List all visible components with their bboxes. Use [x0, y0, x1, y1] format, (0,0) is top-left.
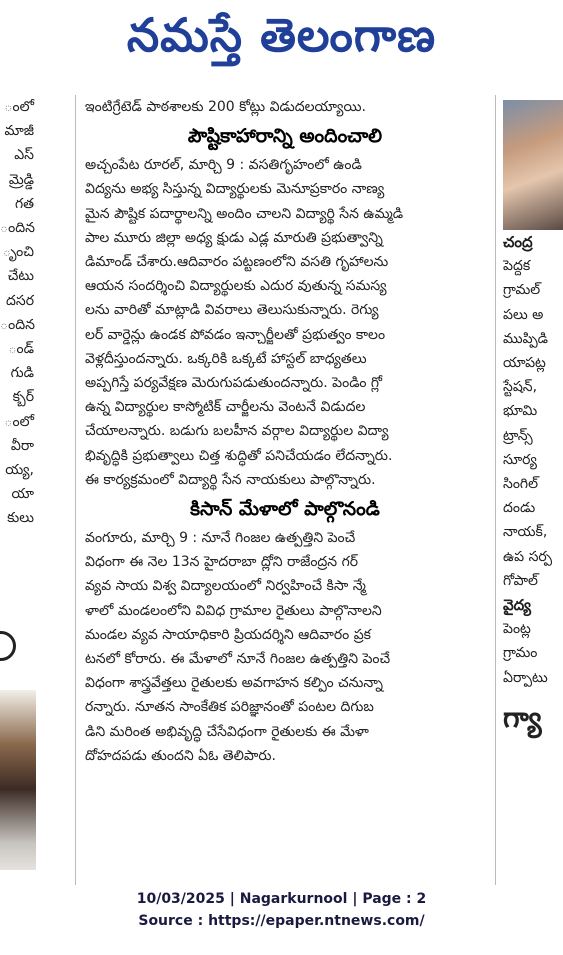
- right-fragment-line: ముప్పిడి: [503, 330, 549, 347]
- left-fragment-line: గుడి: [10, 365, 34, 382]
- left-fragment-line: దసర: [5, 292, 34, 309]
- right-fragment-line: స్టేషన్,: [503, 379, 538, 396]
- right-fragment-line: ఉప సర్ప: [503, 548, 553, 565]
- left-fragment-line: ందిన: [0, 316, 35, 333]
- article2-line: విధంగా ఈ నెల 13న హైదరాబా ద్లోని రాజేంద్రన గర్: [85, 554, 359, 571]
- article1-line: చేయాలన్నారు. బడుగు బలహీన వర్గాల విద్యార్థుల విద్యా: [85, 423, 389, 440]
- right-fragment-line: నాయక్,: [503, 524, 548, 541]
- top-line: ఇంటిగ్రేటెడ్ పాఠశాలకు 200 కోట్లు విడుదలయ్యాయి.: [85, 99, 366, 115]
- right-fragment-line: పెద్దక: [503, 258, 531, 275]
- right-fragment-line: పెంట్ల: [503, 621, 531, 638]
- right-fragment-line: గ్రామం: [503, 645, 538, 662]
- left-fragment-line: కులు: [7, 510, 34, 527]
- right-fragment-line: గోపాల్: [503, 572, 538, 589]
- left-fragment-line: ండ్: [8, 341, 34, 358]
- right-fragment-line: గ్రామల్: [503, 282, 541, 299]
- left-photo: [0, 690, 36, 870]
- left-column-fragment: [0, 95, 36, 885]
- article1-line: డిమాండ్ చేశారు.ఆదివారం పట్టణంలోని వసతి గృహాలను: [85, 254, 389, 271]
- left-fragment-line: ంలో: [4, 413, 34, 430]
- article1-line: అప్పగిస్తే పర్యవేక్షణ మెరుగుపడుతుందన్నారు. పెండిం గ్లో: [85, 375, 383, 392]
- article1-line: లర్ వార్డెన్లు ఉండక పోవడం ఇన్చార్జీలతో ప్రభుత్వం కాలం: [85, 326, 386, 343]
- article2-line: విధంగా శాస్త్రవేత్తలు రైతులకు అవగాహన కల్పిం చనున్నా: [85, 675, 384, 692]
- article1-headline: పౌష్టికాహారాన్ని అందించాలి: [187, 125, 383, 148]
- left-fragment-line: ఎస్: [14, 147, 34, 164]
- right-fragment-line: పలు అ: [503, 306, 544, 323]
- article2-line: డిని మరింత అభివృద్ధి చేసేవిధంగా రైతులకు ఈ మేళా: [85, 723, 369, 740]
- footer-source-line: Source : https://epaper.ntnews.com/: [138, 913, 425, 929]
- right-column-fragment: [503, 100, 563, 885]
- right-big-heading: గ్యా: [503, 700, 542, 734]
- article2-line: రన్నారు. నూతన సాంకేతిక పరిజ్ఞానంతో పంటల దిగుబ: [85, 699, 374, 716]
- right-fragment-line: యాపట్ల: [503, 355, 546, 372]
- left-fragment-line: ంలో: [4, 99, 34, 115]
- footer: [0, 888, 563, 932]
- right-fragment-line: దండు: [503, 500, 536, 517]
- left-fragment-line: మ్రెడ్డి: [8, 171, 34, 188]
- article1-line: ఆయన సందర్శించి విద్యార్థులకు ఎదుర వుతున్న సమస్య: [85, 278, 387, 295]
- left-fragment-line: ృంచి: [2, 244, 34, 261]
- main-column: [85, 95, 485, 768]
- article2-body: [85, 526, 485, 768]
- left-fragment-line: య్య,: [5, 462, 34, 479]
- article2-line: వ్యవ సాయ విశ్వ విద్యాలయంలో నిర్వహించే కిసా న్మే: [85, 578, 366, 595]
- left-fragment-line: చేటు: [7, 268, 34, 285]
- article2-line: టనలో కోరారు. ఈ మేళాలో నూనే గింజల ఉత్పత్తిని పెంచే: [85, 651, 391, 668]
- article1-line: వెళ్లదీస్తుందన్నారు. ఒక్కరికి ఒక్కటే హాస్టల్ బాధ్యతలు: [85, 350, 367, 367]
- right-fragment-line: సూర్య: [503, 451, 537, 468]
- right-fragment-line: ట్రాన్స్: [503, 427, 533, 444]
- right-subhead: వైద్య: [503, 596, 532, 615]
- right-fragment-line: భూమి: [503, 403, 538, 420]
- article1-line: విద్యను అభ్య సిస్తున్న విద్యార్థులకు మెనూప్రకారం నాణ్య: [85, 181, 385, 198]
- masthead: [0, 0, 563, 82]
- article1-line: మైన పౌష్టిక పదార్థాలన్ని అందిం చాలని విద్యార్థి సేన ఉమ్మడి: [85, 205, 404, 222]
- masthead-title: నమస్తే తెలంగాణ: [126, 8, 437, 62]
- right-caption: చంద్ర: [503, 233, 533, 251]
- column-divider-left: [75, 95, 76, 885]
- article1-line: భివృద్ధికి ప్రభుత్వాలు చిత్త శుద్ధితో పనిచేయడం లేదన్నారు.: [85, 447, 393, 464]
- article1-line: అచ్చంపేట రూరల్, మార్చి 9 : వసతిగృహంలో ఉండి: [85, 157, 362, 174]
- left-fragment-line: మాజీ: [4, 123, 34, 140]
- column-divider-right: [495, 95, 496, 885]
- right-fragment-line: సింగిల్: [503, 476, 539, 493]
- article2-line: మండల వ్యవ సాయాధికారి ప్రియదర్శిని ఆదివారం ప్రక: [85, 626, 371, 643]
- left-fragment-line: యా: [11, 486, 34, 503]
- article2-line: దోహదపడు తుందని ఏఓ తెలిపారు.: [85, 747, 276, 764]
- article2-headline: కిసాన్ మేళాలో పాల్గొనండి: [190, 498, 380, 521]
- article2-line: ళాలో మండలంలోని వివిధ గ్రామాల రైతులు పాల్గొనాలని: [85, 602, 382, 619]
- circle-mark: [0, 631, 16, 661]
- article1-line: పాల మూరు జిల్లా అధ్య క్షుడు ఎడ్ల మారుతి ప్రభుత్వాన్ని: [85, 229, 383, 246]
- footer-date-line: 10/03/2025 | Nagarkurnool | Page : 2: [136, 891, 427, 907]
- left-fragment-line: ందిన: [0, 220, 35, 237]
- article1-line: లను వారితో మాట్లాడి వివరాలు తెలుసుకున్నారు. రెగ్యు: [85, 302, 379, 319]
- left-fragment-line: క్బర్: [12, 389, 34, 406]
- left-fragment-line: వీరా: [10, 437, 34, 454]
- right-fragment-line: ఏర్పాటు: [503, 669, 548, 686]
- left-fragment-line: గత: [14, 195, 34, 212]
- article1-body: [85, 153, 485, 492]
- article1-line: ఉన్న విద్యార్థుల కాస్మోటిక్ చార్జీలను వెంటనే విడుదల: [85, 399, 366, 416]
- article2-line: వంగూరు, మార్చి 9 : నూనే గింజల ఉత్పత్తిని పెంచే: [85, 530, 356, 547]
- article1-line: ఈ కార్యక్రమంలో విద్యార్థి సేన నాయకులు పాల్గొన్నారు.: [85, 471, 376, 488]
- right-photo: [503, 100, 563, 230]
